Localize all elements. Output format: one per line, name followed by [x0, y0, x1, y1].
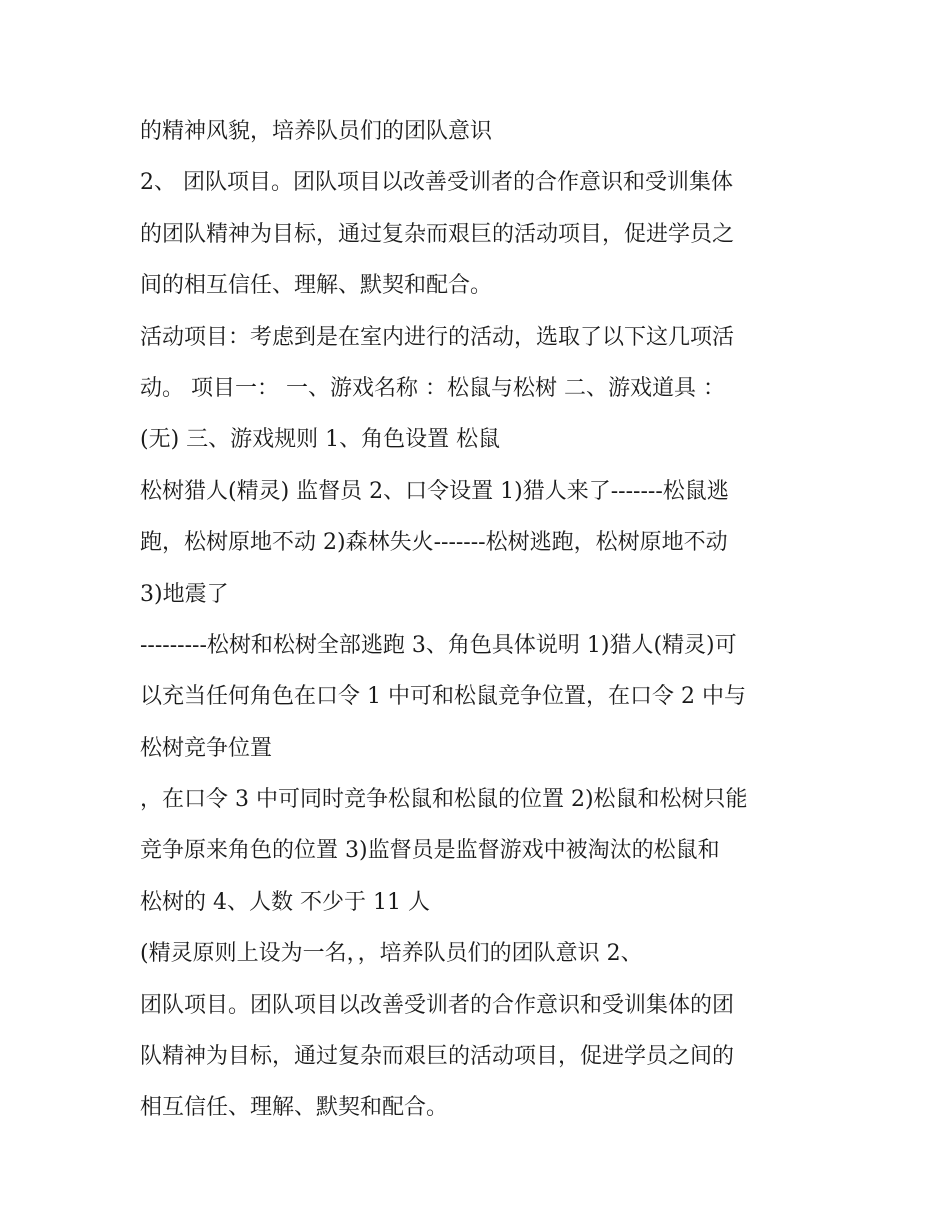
text-line: ---------松树和松树全部逃跑 3、角色具体说明 1)猎人(精灵)可	[140, 632, 737, 658]
text-line: 的团队精神为目标，通过复杂而艰巨的活动项目，促进学员之	[140, 221, 735, 247]
text-line: 松树竞争位置	[140, 735, 273, 761]
text-line: ，在口令 3 中可同时竞争松鼠和松鼠的位置 2)松鼠和松树只能	[140, 787, 748, 813]
text-line: (无) 三、游戏规则 1、角色设置 松鼠	[140, 427, 501, 453]
body-text	[140, 106, 820, 1134]
text-line: 队精神为目标，通过复杂而艰巨的活动项目，促进学员之间的	[140, 1044, 735, 1070]
text-line: (精灵原则上设为一名，，培养队员们的团队意识 2、	[140, 941, 643, 967]
text-line: 竞争原来角色的位置 3)监督员是监督游戏中被淘汰的松鼠和	[140, 838, 720, 864]
text-line: 以充当任何角色在口令 1 中可和松鼠竞争位置，在口令 2 中与	[140, 684, 746, 710]
text-line: 3)地震了	[140, 581, 229, 607]
text-line: 松树猎人(精灵) 监督员 2、口令设置 1)猎人来了-------松鼠逃	[140, 478, 729, 504]
text-line: 相互信任、理解、默契和配合。	[140, 1095, 449, 1121]
text-line: 团队项目。团队项目以改善受训者的合作意识和受训集体的团	[140, 992, 735, 1018]
text-line: 2、 团队项目。团队项目以改善受训者的合作意识和受训集体	[140, 170, 733, 196]
text-line: 松树的 4、人数 不少于 11 人	[140, 889, 430, 915]
text-line: 间的相互信任、理解、默契和配合。	[140, 273, 493, 299]
text-line: 的精神风貌，培养队员们的团队意识	[140, 119, 493, 144]
text-line: 动。 项目一： 一、游戏名称 ：松鼠与松树 二、游戏道具 ：	[140, 375, 725, 401]
text-line: 活动项目：考虑到是在室内进行的活动，选取了以下这几项活	[140, 324, 735, 350]
text-line: 跑，松树原地不动 2)森林失火-------松树逃跑，松树原地不动	[140, 530, 728, 556]
